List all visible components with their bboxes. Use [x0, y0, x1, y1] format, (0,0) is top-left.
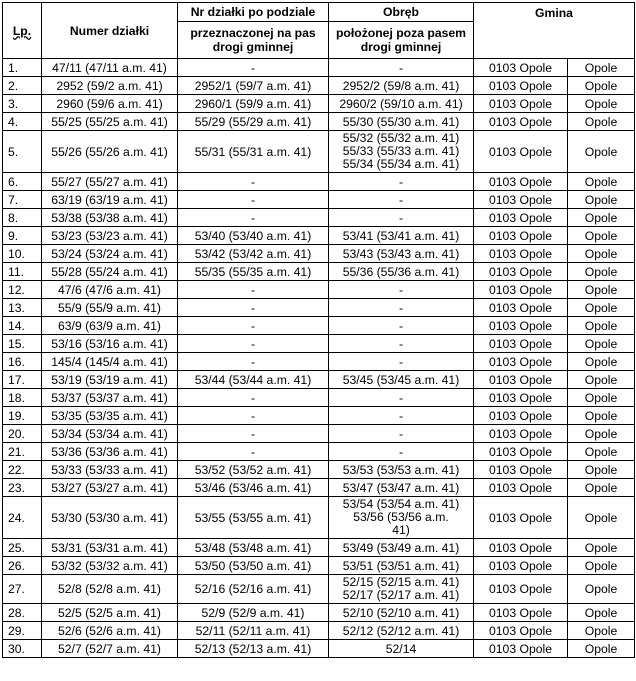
polozona-line: 52/10 (52/10 a.m. 41)	[342, 605, 460, 620]
lp-cell: 2.	[3, 77, 42, 95]
header-lp: Lp.	[3, 3, 42, 59]
numer-dzialki-cell: 53/32 (53/32 a.m. 41)	[42, 557, 178, 575]
polozona-line: 53/53 (53/53 a.m. 41)	[342, 462, 460, 477]
table-row	[3, 371, 635, 389]
polozona-line: -	[398, 354, 404, 369]
table-row	[3, 209, 635, 227]
przeznaczona-cell: -	[178, 317, 329, 335]
polozona-cell	[329, 539, 474, 557]
polozona-cell	[329, 497, 474, 539]
table-row	[3, 622, 635, 640]
lp-cell: 7.	[3, 191, 42, 209]
przeznaczona-cell: 55/31 (55/31 a.m. 41)	[178, 131, 329, 173]
polozona-line: 53/51 (53/51 a.m. 41)	[342, 558, 460, 573]
polozona-line: 52/15 (52/15 a.m. 41)	[342, 575, 460, 589]
lp-cell: 8.	[3, 209, 42, 227]
lp-cell: 3.	[3, 95, 42, 113]
przeznaczona-cell: -	[178, 389, 329, 407]
polozona-line: 2960/2 (59/10 a.m. 41)	[339, 96, 463, 111]
obreb-code-cell: 0103 Opole	[474, 59, 568, 77]
lp-cell: 11.	[3, 263, 42, 281]
lp-cell: 22.	[3, 461, 42, 479]
polozona-cell	[329, 425, 474, 443]
przeznaczona-cell: -	[178, 335, 329, 353]
header-nr-dzialki-po-podziale: Nr działki po podziale	[178, 3, 329, 22]
lp-cell: 30.	[3, 640, 42, 658]
table-row	[3, 443, 635, 461]
obreb-code-cell: 0103 Opole	[474, 425, 568, 443]
przeznaczona-cell: 53/46 (53/46 a.m. 41)	[178, 479, 329, 497]
numer-dzialki-cell: 53/27 (53/27 a.m. 41)	[42, 479, 178, 497]
polozona-cell	[329, 389, 474, 407]
table-row	[3, 425, 635, 443]
header-polozona: położonej poza pasem drogi gminnej	[329, 22, 474, 59]
gmina-cell: Opole	[568, 113, 635, 131]
gmina-cell: Opole	[568, 299, 635, 317]
polozona-line: -	[398, 408, 404, 423]
obreb-code-cell: 0103 Opole	[474, 539, 568, 557]
gmina-cell: Opole	[568, 425, 635, 443]
polozona-line: -	[398, 174, 404, 189]
gmina-cell: Opole	[568, 479, 635, 497]
numer-dzialki-cell: 53/23 (53/23 a.m. 41)	[42, 227, 178, 245]
przeznaczona-cell: -	[178, 281, 329, 299]
lp-cell: 29.	[3, 622, 42, 640]
polozona-line: -	[398, 444, 404, 459]
lp-cell: 4.	[3, 113, 42, 131]
table-row	[3, 497, 635, 539]
polozona-line: 53/41 (53/41 a.m. 41)	[342, 228, 460, 243]
gmina-cell: Opole	[568, 227, 635, 245]
numer-dzialki-cell: 53/24 (53/24 a.m. 41)	[42, 245, 178, 263]
polozona-cell	[329, 443, 474, 461]
numer-dzialki-cell: 52/5 (52/5 a.m. 41)	[42, 604, 178, 622]
polozona-line: -	[398, 336, 404, 351]
lp-cell: 23.	[3, 479, 42, 497]
table-row	[3, 77, 635, 95]
lp-cell: 5.	[3, 131, 42, 173]
polozona-cell	[329, 335, 474, 353]
obreb-code-cell: 0103 Opole	[474, 557, 568, 575]
obreb-code-cell: 0103 Opole	[474, 353, 568, 371]
obreb-code-cell: 0103 Opole	[474, 113, 568, 131]
polozona-line: 52/14	[385, 641, 417, 656]
gmina-cell: Opole	[568, 59, 635, 77]
lp-cell: 16.	[3, 353, 42, 371]
table-row	[3, 299, 635, 317]
lp-cell: 15.	[3, 335, 42, 353]
przeznaczona-cell: -	[178, 191, 329, 209]
numer-dzialki-cell: 2960 (59/6 a.m. 41)	[42, 95, 178, 113]
obreb-code-cell: 0103 Opole	[474, 95, 568, 113]
polozona-cell	[329, 407, 474, 425]
gmina-cell: Opole	[568, 407, 635, 425]
numer-dzialki-cell: 53/35 (53/35 a.m. 41)	[42, 407, 178, 425]
przeznaczona-cell: 53/50 (53/50 a.m. 41)	[178, 557, 329, 575]
przeznaczona-cell: 55/35 (55/35 a.m. 41)	[178, 263, 329, 281]
polozona-cell	[329, 191, 474, 209]
gmina-cell: Opole	[568, 281, 635, 299]
numer-dzialki-cell: 53/38 (53/38 a.m. 41)	[42, 209, 178, 227]
table-row	[3, 281, 635, 299]
polozona-line: 53/49 (53/49 a.m. 41)	[342, 540, 460, 555]
table-row	[3, 604, 635, 622]
numer-dzialki-cell: 53/30 (53/30 a.m. 41)	[42, 497, 178, 539]
gmina-cell: Opole	[568, 622, 635, 640]
polozona-cell	[329, 209, 474, 227]
lp-cell: 13.	[3, 299, 42, 317]
table-row	[3, 557, 635, 575]
przeznaczona-cell: 53/48 (53/48 a.m. 41)	[178, 539, 329, 557]
przeznaczona-cell: 52/13 (52/13 a.m. 41)	[178, 640, 329, 658]
polozona-cell	[329, 77, 474, 95]
polozona-cell	[329, 245, 474, 263]
obreb-code-cell: 0103 Opole	[474, 407, 568, 425]
gmina-cell: Opole	[568, 443, 635, 461]
header-gmina: Gmina	[474, 3, 635, 59]
polozona-cell	[329, 461, 474, 479]
polozona-line: 52/17 (52/17 a.m. 41)	[342, 588, 460, 602]
lp-cell: 24.	[3, 497, 42, 539]
lp-cell: 28.	[3, 604, 42, 622]
table-row	[3, 353, 635, 371]
lp-cell: 10.	[3, 245, 42, 263]
numer-dzialki-cell: 55/9 (55/9 a.m. 41)	[42, 299, 178, 317]
przeznaczona-cell: 2960/1 (59/9 a.m. 41)	[178, 95, 329, 113]
table-row	[3, 95, 635, 113]
table-row	[3, 245, 635, 263]
numer-dzialki-cell: 63/19 (63/19 a.m. 41)	[42, 191, 178, 209]
table-row	[3, 317, 635, 335]
przeznaczona-cell: 53/52 (53/52 a.m. 41)	[178, 461, 329, 479]
lp-cell: 26.	[3, 557, 42, 575]
polozona-line: 53/45 (53/45 a.m. 41)	[342, 372, 460, 387]
gmina-cell: Opole	[568, 245, 635, 263]
polozona-line: -	[398, 426, 404, 441]
lp-cell: 17.	[3, 371, 42, 389]
przeznaczona-cell: 53/40 (53/40 a.m. 41)	[178, 227, 329, 245]
polozona-cell	[329, 227, 474, 245]
obreb-code-cell: 0103 Opole	[474, 227, 568, 245]
obreb-code-cell: 0103 Opole	[474, 497, 568, 539]
lp-cell: 9.	[3, 227, 42, 245]
numer-dzialki-cell: 53/31 (53/31 a.m. 41)	[42, 539, 178, 557]
gmina-cell: Opole	[568, 95, 635, 113]
polozona-line: -	[398, 300, 404, 315]
numer-dzialki-cell: 53/33 (53/33 a.m. 41)	[42, 461, 178, 479]
obreb-code-cell: 0103 Opole	[474, 335, 568, 353]
numer-dzialki-cell: 55/26 (55/26 a.m. 41)	[42, 131, 178, 173]
numer-dzialki-cell: 47/6 (47/6 a.m. 41)	[42, 281, 178, 299]
gmina-cell: Opole	[568, 461, 635, 479]
polozona-line: 55/36 (55/36 a.m. 41)	[342, 264, 460, 279]
lp-cell: 25.	[3, 539, 42, 557]
numer-dzialki-cell: 55/28 (55/24 a.m. 41)	[42, 263, 178, 281]
polozona-cell	[329, 622, 474, 640]
table-row	[3, 335, 635, 353]
przeznaczona-cell: 52/9 (52/9 a.m. 41)	[178, 604, 329, 622]
numer-dzialki-cell: 53/19 (53/19 a.m. 41)	[42, 371, 178, 389]
polozona-line: 2952/2 (59/8 a.m. 41)	[342, 78, 460, 93]
gmina-cell: Opole	[568, 131, 635, 173]
obreb-code-cell: 0103 Opole	[474, 191, 568, 209]
polozona-cell	[329, 113, 474, 131]
obreb-code-cell: 0103 Opole	[474, 575, 568, 604]
table-row	[3, 640, 635, 658]
obreb-code-cell: 0103 Opole	[474, 443, 568, 461]
obreb-code-cell: 0103 Opole	[474, 263, 568, 281]
gmina-cell: Opole	[568, 353, 635, 371]
polozona-cell	[329, 353, 474, 371]
przeznaczona-cell: 55/29 (55/29 a.m. 41)	[178, 113, 329, 131]
lp-cell: 1.	[3, 59, 42, 77]
przeznaczona-cell: -	[178, 407, 329, 425]
table-row	[3, 59, 635, 77]
polozona-cell	[329, 281, 474, 299]
polozona-cell	[329, 575, 474, 604]
przeznaczona-cell: 53/42 (53/42 a.m. 41)	[178, 245, 329, 263]
numer-dzialki-cell: 53/34 (53/34 a.m. 41)	[42, 425, 178, 443]
polozona-cell	[329, 263, 474, 281]
polozona-cell	[329, 317, 474, 335]
obreb-code-cell: 0103 Opole	[474, 622, 568, 640]
obreb-code-cell: 0103 Opole	[474, 461, 568, 479]
table-row	[3, 173, 635, 191]
gmina-cell: Opole	[568, 539, 635, 557]
przeznaczona-cell: 2952/1 (59/7 a.m. 41)	[178, 77, 329, 95]
table-row	[3, 227, 635, 245]
lp-cell: 18.	[3, 389, 42, 407]
przeznaczona-cell: -	[178, 425, 329, 443]
lp-cell: 19.	[3, 407, 42, 425]
numer-dzialki-cell: 53/37 (53/37 a.m. 41)	[42, 389, 178, 407]
table-row	[3, 389, 635, 407]
table-body	[3, 59, 635, 658]
obreb-code-cell: 0103 Opole	[474, 317, 568, 335]
numer-dzialki-cell: 52/6 (52/6 a.m. 41)	[42, 622, 178, 640]
polozona-line: -	[398, 210, 404, 225]
numer-dzialki-cell: 47/11 (47/11 a.m. 41)	[42, 59, 178, 77]
obreb-code-cell: 0103 Opole	[474, 371, 568, 389]
numer-dzialki-cell: 2952 (59/2 a.m. 41)	[42, 77, 178, 95]
polozona-line: -	[398, 282, 404, 297]
przeznaczona-cell: -	[178, 173, 329, 191]
lp-cell: 21.	[3, 443, 42, 461]
polozona-line: -	[398, 390, 404, 405]
gmina-cell: Opole	[568, 173, 635, 191]
obreb-code-cell: 0103 Opole	[474, 209, 568, 227]
polozona-cell	[329, 95, 474, 113]
gmina-cell: Opole	[568, 557, 635, 575]
gmina-cell: Opole	[568, 209, 635, 227]
obreb-code-cell: 0103 Opole	[474, 604, 568, 622]
polozona-line: 53/43 (53/43 a.m. 41)	[342, 246, 460, 261]
numer-dzialki-cell: 55/27 (55/27 a.m. 41)	[42, 173, 178, 191]
gmina-cell: Opole	[568, 263, 635, 281]
header-przeznaczona: przeznaczonej na pas drogi gminnej	[178, 22, 329, 59]
obreb-code-cell: 0103 Opole	[474, 281, 568, 299]
polozona-cell	[329, 371, 474, 389]
header-numer-dzialki: Numer działki	[42, 3, 178, 59]
lp-cell: 20.	[3, 425, 42, 443]
table-row	[3, 539, 635, 557]
obreb-code-cell: 0103 Opole	[474, 173, 568, 191]
gmina-cell: Opole	[568, 77, 635, 95]
table-row	[3, 479, 635, 497]
polozona-cell	[329, 640, 474, 658]
polozona-cell	[329, 59, 474, 77]
gmina-cell: Opole	[568, 317, 635, 335]
polozona-cell	[329, 479, 474, 497]
przeznaczona-cell: -	[178, 209, 329, 227]
parcel-table	[2, 2, 635, 658]
gmina-cell: Opole	[568, 575, 635, 604]
polozona-line: 53/47 (53/47 a.m. 41)	[342, 480, 460, 495]
polozona-line: 53/54 (53/54 a.m. 41)	[342, 497, 460, 511]
polozona-line: 55/34 (55/34 a.m. 41)	[342, 157, 460, 171]
header-obreb: Obręb	[329, 3, 474, 22]
polozona-line: 52/12 (52/12 a.m. 41)	[342, 623, 460, 638]
polozona-line: -	[398, 60, 404, 75]
przeznaczona-cell: 52/16 (52/16 a.m. 41)	[178, 575, 329, 604]
gmina-cell: Opole	[568, 389, 635, 407]
przeznaczona-cell: -	[178, 443, 329, 461]
numer-dzialki-cell: 145/4 (145/4 a.m. 41)	[42, 353, 178, 371]
gmina-cell: Opole	[568, 371, 635, 389]
table-row	[3, 407, 635, 425]
obreb-code-cell: 0103 Opole	[474, 389, 568, 407]
polozona-line: 41)	[392, 523, 410, 537]
polozona-line: 55/30 (55/30 a.m. 41)	[342, 114, 460, 129]
obreb-code-cell: 0103 Opole	[474, 479, 568, 497]
lp-cell: 14.	[3, 317, 42, 335]
polozona-cell	[329, 173, 474, 191]
polozona-line: 55/33 (55/33 a.m. 41)	[342, 144, 460, 158]
table-row	[3, 191, 635, 209]
lp-cell: 27.	[3, 575, 42, 604]
przeznaczona-cell: -	[178, 59, 329, 77]
numer-dzialki-cell: 55/25 (55/25 a.m. 41)	[42, 113, 178, 131]
obreb-code-cell: 0103 Opole	[474, 131, 568, 173]
przeznaczona-cell: -	[178, 299, 329, 317]
obreb-code-cell: 0103 Opole	[474, 640, 568, 658]
polozona-line: -	[398, 192, 404, 207]
polozona-line: 55/32 (55/32 a.m. 41)	[342, 131, 460, 145]
przeznaczona-cell: 53/55 (53/55 a.m. 41)	[178, 497, 329, 539]
polozona-line: 53/56 (53/56 a.m.	[353, 510, 449, 524]
obreb-code-cell: 0103 Opole	[474, 245, 568, 263]
lp-cell: 6.	[3, 173, 42, 191]
obreb-code-cell: 0103 Opole	[474, 77, 568, 95]
gmina-cell: Opole	[568, 640, 635, 658]
gmina-cell: Opole	[568, 335, 635, 353]
polozona-line: -	[398, 318, 404, 333]
lp-cell: 12.	[3, 281, 42, 299]
table-row	[3, 575, 635, 604]
gmina-cell: Opole	[568, 497, 635, 539]
przeznaczona-cell: -	[178, 353, 329, 371]
polozona-cell	[329, 557, 474, 575]
polozona-cell	[329, 131, 474, 173]
numer-dzialki-cell: 52/8 (52/8 a.m. 41)	[42, 575, 178, 604]
table-row	[3, 461, 635, 479]
gmina-cell: Opole	[568, 604, 635, 622]
obreb-code-cell: 0103 Opole	[474, 299, 568, 317]
table-row	[3, 113, 635, 131]
numer-dzialki-cell: 53/36 (53/36 a.m. 41)	[42, 443, 178, 461]
gmina-cell: Opole	[568, 191, 635, 209]
numer-dzialki-cell: 53/16 (53/16 a.m. 41)	[42, 335, 178, 353]
przeznaczona-cell: 52/11 (52/11 a.m. 41)	[178, 622, 329, 640]
przeznaczona-cell: 53/44 (53/44 a.m. 41)	[178, 371, 329, 389]
numer-dzialki-cell: 52/7 (52/7 a.m. 41)	[42, 640, 178, 658]
table-row	[3, 131, 635, 173]
polozona-cell	[329, 604, 474, 622]
polozona-cell	[329, 299, 474, 317]
table-row	[3, 263, 635, 281]
numer-dzialki-cell: 63/9 (63/9 a.m. 41)	[42, 317, 178, 335]
